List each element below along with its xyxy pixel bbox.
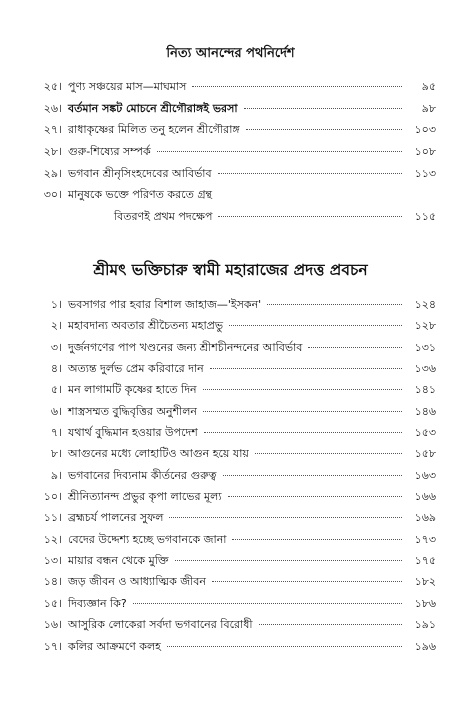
entry-title: মানুষকে ভক্তে পরিণত করতে গ্রন্থ: [68, 188, 213, 202]
entry-page-number: ১০৮: [414, 145, 436, 159]
toc-entry: [30, 184, 436, 206]
entry-title: মহাবদান্য অবতার শ্রীচৈতন্য মহাপ্রভু: [68, 319, 224, 333]
toc-entry: [30, 141, 436, 163]
toc-entry: [30, 486, 436, 507]
toc-entry: [30, 379, 436, 400]
entry-title: বিতরণই প্রথম পদক্ষেপ: [114, 210, 213, 224]
entry-number: ১২।: [43, 532, 62, 546]
dot-leader: [192, 85, 402, 87]
toc-entry: [30, 206, 436, 228]
entry-page-number: ১৩১: [414, 340, 436, 354]
dot-leader: [175, 559, 402, 561]
entry-title: অত্যন্ত দুর্লভ প্রেম করিবারে দান: [68, 362, 204, 376]
entry-number: ৫।: [50, 383, 62, 397]
entry-number: ৩।: [50, 340, 62, 354]
entry-page-number: ৯৫: [421, 80, 436, 93]
entry-page-number: ১৯৬: [414, 639, 436, 653]
entry-page-number: ১৪১: [414, 383, 436, 397]
entry-page-number: ১৫৮: [414, 447, 436, 461]
entry-page-number: ১২৮: [414, 319, 436, 333]
entry-number: ১৩।: [43, 554, 62, 568]
entry-number: ২৮।: [43, 145, 62, 159]
dot-leader: [308, 346, 402, 348]
toc-entry: [30, 358, 436, 379]
toc-entry: [30, 294, 436, 315]
dot-leader: [212, 580, 402, 582]
entry-title: শাস্ত্রসম্মত বুদ্ধিবৃত্তির অনুশীলন: [68, 404, 197, 418]
entry-number: ২৯।: [43, 166, 62, 180]
entry-page-number: ১৬৬: [414, 490, 436, 504]
toc-entry: [30, 443, 436, 464]
dot-leader: [133, 602, 402, 604]
dot-leader: [255, 452, 402, 454]
entry-title: জড় জীবন ও আধ্যাত্মিক জীবন: [68, 575, 206, 589]
entry-page-number: ১৬৩: [414, 468, 436, 482]
toc-entry: [30, 315, 436, 336]
entry-page-number: ১৩৬: [414, 362, 436, 376]
entry-title: আগুনের মধ্যে লোহাটিও আগুন হয়ে যায়: [68, 447, 249, 461]
entry-number: ৬।: [50, 404, 62, 418]
dot-leader: [244, 107, 402, 109]
dot-leader: [157, 150, 402, 152]
entry-page-number: ১৬৯: [414, 511, 436, 525]
entry-page-number: ১৮২: [414, 575, 436, 589]
dot-leader: [167, 645, 402, 647]
toc-entry: [30, 550, 436, 571]
entry-number: ৯।: [50, 468, 62, 482]
entry-number: ২৬।: [43, 101, 62, 115]
toc-entry: [30, 614, 436, 635]
entry-number: ১।: [50, 298, 62, 311]
dot-leader: [223, 474, 403, 476]
toc-entry: [30, 529, 436, 550]
entry-title: আসুরিক লোকেরা সর্বদা ভগবানের বিরোধী: [68, 618, 253, 632]
toc-entry: [30, 507, 436, 528]
dot-leader: [169, 516, 402, 518]
dot-leader: [203, 388, 402, 390]
dot-leader: [218, 215, 402, 217]
entry-page-number: ১৭৫: [414, 554, 436, 568]
entry-title: যথার্থ বুদ্ধিমান হওয়ার উপদেশ: [68, 426, 198, 440]
toc-entry: [30, 76, 436, 98]
toc-list-part2: [30, 294, 436, 657]
dot-leader: [232, 538, 402, 540]
dot-leader: [204, 431, 402, 433]
entry-number: ১৫।: [43, 596, 62, 610]
entry-title: মন লাগামটি কৃষ্ণের হাতে দিন: [68, 383, 197, 397]
entry-number: ১৪।: [43, 575, 62, 589]
dot-leader: [259, 623, 402, 625]
dot-leader: [267, 303, 402, 305]
toc-entry: [30, 337, 436, 358]
entry-number: ১০।: [43, 490, 62, 504]
toc-entry: [30, 636, 436, 657]
entry-number: ১১।: [43, 511, 62, 525]
entry-page-number: ১৭৩: [414, 532, 436, 546]
toc-entry: [30, 163, 436, 185]
toc-entry: [30, 119, 436, 141]
entry-page-number: ১১৩: [414, 166, 436, 180]
entry-title: রাধাকৃষ্ণের মিলিত তনু হলেন শ্রীগৌরাঙ্গ: [68, 123, 240, 137]
toc-list-part1: [30, 76, 436, 228]
entry-page-number: ১৫৩: [414, 426, 436, 440]
toc-entry: [30, 401, 436, 422]
entry-number: ২।: [50, 319, 62, 333]
entry-number: ২৭।: [43, 123, 62, 137]
entry-title: ভগবানের দিব্যনাম কীর্তনের গুরুত্ব: [68, 468, 217, 482]
running-header: নিত্য আনন্দের পথনির্দেশ: [166, 46, 295, 61]
entry-title: দুর্জনগণের পাপ খণ্ডনের জন্য শ্রীশচীনন্দনের আবির্ভাব: [68, 340, 303, 354]
toc-entry: [30, 422, 436, 443]
entry-number: ৪।: [50, 362, 62, 376]
toc-entry: [30, 465, 436, 486]
dot-leader: [246, 128, 402, 130]
dot-leader: [203, 410, 402, 412]
entry-title: শ্রীনিত্যানন্দ প্রভুর কৃপা লাভের মূল্য: [68, 490, 222, 504]
entry-title: মায়ার বন্ধন থেকে মুক্তি: [68, 554, 169, 568]
entry-page-number: ১১৫: [414, 210, 436, 224]
entry-title: বেদের উদ্দেশ্য হচ্ছে ভগবানকে জানা: [68, 532, 227, 546]
entry-page-number: ১৯১: [414, 618, 436, 632]
entry-number: ১৭।: [43, 639, 62, 653]
entry-title: বর্তমান সঙ্কট মোচনে শ্রীগৌরাঙ্গই ভরসা: [68, 101, 238, 115]
dot-leader: [229, 324, 402, 326]
entry-title: দিব্যজ্ঞান কি?: [68, 596, 127, 610]
section-title: শ্রীমৎ ভক্তিচারু স্বামী মহারাজের প্রদত্ত প্রবচন: [93, 261, 368, 279]
toc-entry: [30, 593, 436, 614]
toc-entry: [30, 98, 436, 120]
entry-number: ২৫।: [43, 80, 62, 93]
entry-title: ভবসাগর পার হবার বিশাল জাহাজ—'ইসকন': [68, 298, 262, 311]
entry-number: ৭।: [50, 426, 62, 440]
toc-entry: [30, 571, 436, 592]
entry-page-number: ১৮৬: [414, 596, 436, 610]
dot-leader: [228, 495, 402, 497]
entry-title: কলির আক্রমণে কলহ: [68, 639, 161, 653]
entry-page-number: ১০৩: [414, 123, 436, 137]
entry-number: ১৬।: [43, 618, 62, 632]
entry-title: ভগবান শ্রীনৃসিংহদেবের আবির্ভাব: [68, 166, 212, 180]
dot-leader: [218, 172, 402, 174]
entry-page-number: ৯৮: [421, 101, 436, 115]
entry-number: ৮।: [50, 447, 62, 461]
entry-title: পুণ্য সঞ্চয়ের মাস—মাঘমাস: [68, 80, 187, 93]
dot-leader: [210, 367, 402, 369]
entry-title: ব্রহ্মচর্য পালনের সুফল: [68, 511, 164, 525]
entry-page-number: ১২৪: [414, 298, 436, 311]
entry-title: গুরু-শিষ্যের সম্পর্ক: [68, 145, 151, 159]
entry-page-number: ১৪৬: [414, 404, 436, 418]
entry-number: ৩০।: [43, 188, 62, 202]
